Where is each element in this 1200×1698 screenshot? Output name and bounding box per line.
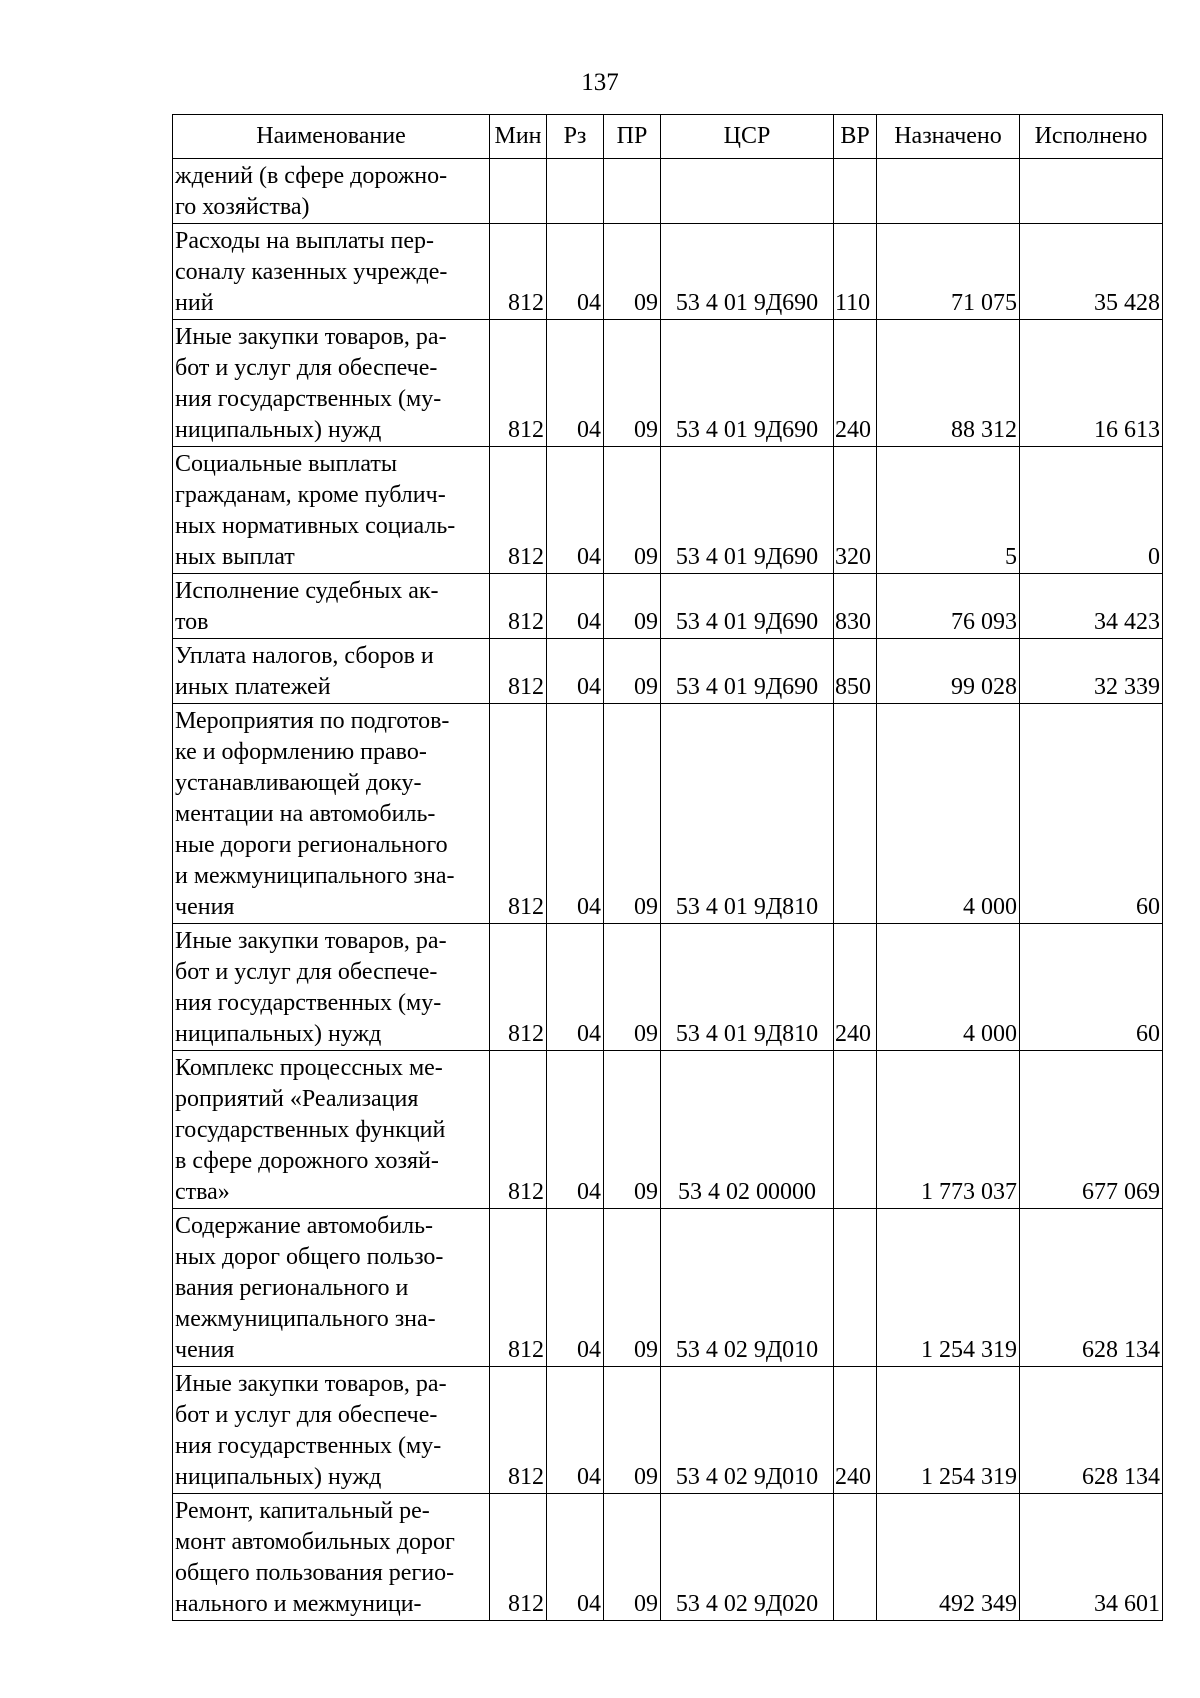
cell-csr: 53 4 02 00000 — [661, 1051, 834, 1209]
cell-vr: 110 — [834, 224, 877, 320]
cell-executed — [1020, 159, 1163, 224]
cell-csr — [661, 159, 834, 224]
table-row — [173, 1367, 1163, 1494]
cell-rz: 04 — [547, 1494, 604, 1621]
cell-name: Ремонт, капитальный ре- монт автомобильных дорог общего пользования регио- нального и межмуници- — [173, 1494, 490, 1621]
cell-min: 812 — [490, 447, 547, 574]
cell-min: 812 — [490, 1209, 547, 1367]
cell-csr: 53 4 02 9Д020 — [661, 1494, 834, 1621]
cell-assigned: 1 254 319 — [877, 1209, 1020, 1367]
cell-csr: 53 4 01 9Д810 — [661, 924, 834, 1051]
cell-vr: 240 — [834, 320, 877, 447]
cell-assigned: 88 312 — [877, 320, 1020, 447]
cell-vr: 240 — [834, 924, 877, 1051]
cell-vr: 830 — [834, 574, 877, 639]
budget-table — [172, 114, 1163, 1621]
cell-min: 812 — [490, 639, 547, 704]
cell-pr: 09 — [604, 320, 661, 447]
table-body — [173, 159, 1163, 1621]
table-row — [173, 639, 1163, 704]
cell-executed: 60 — [1020, 704, 1163, 924]
cell-executed: 32 339 — [1020, 639, 1163, 704]
cell-executed: 60 — [1020, 924, 1163, 1051]
cell-vr: 240 — [834, 1367, 877, 1494]
cell-rz: 04 — [547, 924, 604, 1051]
cell-vr — [834, 704, 877, 924]
cell-csr: 53 4 01 9Д690 — [661, 447, 834, 574]
header-csr: ЦСР — [661, 115, 834, 159]
header-assigned: Назначено — [877, 115, 1020, 159]
cell-min: 812 — [490, 1494, 547, 1621]
cell-min: 812 — [490, 574, 547, 639]
cell-rz: 04 — [547, 639, 604, 704]
table-row — [173, 1051, 1163, 1209]
cell-rz: 04 — [547, 224, 604, 320]
cell-csr: 53 4 01 9Д690 — [661, 224, 834, 320]
cell-min: 812 — [490, 1367, 547, 1494]
header-executed: Исполнено — [1020, 115, 1163, 159]
header-min: Мин — [490, 115, 547, 159]
cell-min: 812 — [490, 924, 547, 1051]
cell-assigned — [877, 159, 1020, 224]
cell-assigned: 99 028 — [877, 639, 1020, 704]
cell-vr — [834, 159, 877, 224]
cell-pr: 09 — [604, 704, 661, 924]
cell-assigned: 1 254 319 — [877, 1367, 1020, 1494]
cell-vr: 850 — [834, 639, 877, 704]
cell-csr: 53 4 02 9Д010 — [661, 1367, 834, 1494]
header-vr: ВР — [834, 115, 877, 159]
cell-name: Исполнение судебных ак- тов — [173, 574, 490, 639]
cell-vr: 320 — [834, 447, 877, 574]
cell-pr: 09 — [604, 639, 661, 704]
cell-rz: 04 — [547, 447, 604, 574]
cell-vr — [834, 1494, 877, 1621]
cell-name: Социальные выплаты гражданам, кроме публич- ных нормативных социаль- ных выплат — [173, 447, 490, 574]
cell-name: Иные закупки товаров, ра- бот и услуг для обеспече- ния государственных (му- ниципальных) нужд — [173, 924, 490, 1051]
cell-name: Комплекс процессных ме- роприятий «Реализация государственных функций в сфере дорожного хозяй- ства» — [173, 1051, 490, 1209]
cell-name: Мероприятия по подготов- ке и оформлению право- устанавливающей доку- ментации на автомобиль- ные дороги регионального и межмуниципального зна- чения — [173, 704, 490, 924]
page-number: 137 — [581, 69, 619, 96]
header-row — [173, 115, 1163, 159]
table-row — [173, 574, 1163, 639]
cell-vr — [834, 1209, 877, 1367]
table-row — [173, 320, 1163, 447]
cell-executed: 34 601 — [1020, 1494, 1163, 1621]
cell-min: 812 — [490, 320, 547, 447]
cell-csr: 53 4 01 9Д690 — [661, 574, 834, 639]
cell-min: 812 — [490, 704, 547, 924]
cell-rz — [547, 159, 604, 224]
cell-csr: 53 4 01 9Д690 — [661, 639, 834, 704]
table-row — [173, 704, 1163, 924]
table-row — [173, 447, 1163, 574]
cell-rz: 04 — [547, 1209, 604, 1367]
cell-executed: 628 134 — [1020, 1367, 1163, 1494]
cell-csr: 53 4 01 9Д810 — [661, 704, 834, 924]
cell-pr: 09 — [604, 1494, 661, 1621]
cell-pr: 09 — [604, 1209, 661, 1367]
cell-executed: 0 — [1020, 447, 1163, 574]
cell-name: Расходы на выплаты пер- соналу казенных учрежде- ний — [173, 224, 490, 320]
header-name: Наименование — [173, 115, 490, 159]
cell-executed: 628 134 — [1020, 1209, 1163, 1367]
cell-assigned: 4 000 — [877, 704, 1020, 924]
header-rz: Рз — [547, 115, 604, 159]
cell-pr: 09 — [604, 1367, 661, 1494]
cell-min: 812 — [490, 224, 547, 320]
cell-executed: 34 423 — [1020, 574, 1163, 639]
cell-assigned: 492 349 — [877, 1494, 1020, 1621]
cell-name: Содержание автомобиль- ных дорог общего пользо- вания регионального и межмуниципального зна- чения — [173, 1209, 490, 1367]
table-row — [173, 1209, 1163, 1367]
cell-rz: 04 — [547, 1051, 604, 1209]
cell-executed: 677 069 — [1020, 1051, 1163, 1209]
cell-executed: 16 613 — [1020, 320, 1163, 447]
cell-assigned: 76 093 — [877, 574, 1020, 639]
cell-pr: 09 — [604, 224, 661, 320]
cell-pr — [604, 159, 661, 224]
table-row — [173, 159, 1163, 224]
table-row — [173, 1494, 1163, 1621]
cell-assigned: 71 075 — [877, 224, 1020, 320]
cell-csr: 53 4 02 9Д010 — [661, 1209, 834, 1367]
cell-pr: 09 — [604, 447, 661, 574]
cell-assigned: 4 000 — [877, 924, 1020, 1051]
cell-name: Уплата налогов, сборов и иных платежей — [173, 639, 490, 704]
cell-rz: 04 — [547, 574, 604, 639]
cell-min — [490, 159, 547, 224]
header-pr: ПР — [604, 115, 661, 159]
cell-csr: 53 4 01 9Д690 — [661, 320, 834, 447]
table-row — [173, 224, 1163, 320]
cell-assigned: 1 773 037 — [877, 1051, 1020, 1209]
cell-rz: 04 — [547, 1367, 604, 1494]
cell-vr — [834, 1051, 877, 1209]
cell-rz: 04 — [547, 704, 604, 924]
cell-name: Иные закупки товаров, ра- бот и услуг для обеспече- ния государственных (му- ниципальных) нужд — [173, 1367, 490, 1494]
cell-rz: 04 — [547, 320, 604, 447]
table-row — [173, 924, 1163, 1051]
cell-pr: 09 — [604, 574, 661, 639]
cell-name: ждений (в сфере дорожно- го хозяйства) — [173, 159, 490, 224]
cell-name: Иные закупки товаров, ра- бот и услуг для обеспече- ния государственных (му- ниципальных) нужд — [173, 320, 490, 447]
cell-min: 812 — [490, 1051, 547, 1209]
cell-pr: 09 — [604, 924, 661, 1051]
cell-pr: 09 — [604, 1051, 661, 1209]
cell-executed: 35 428 — [1020, 224, 1163, 320]
cell-assigned: 5 — [877, 447, 1020, 574]
